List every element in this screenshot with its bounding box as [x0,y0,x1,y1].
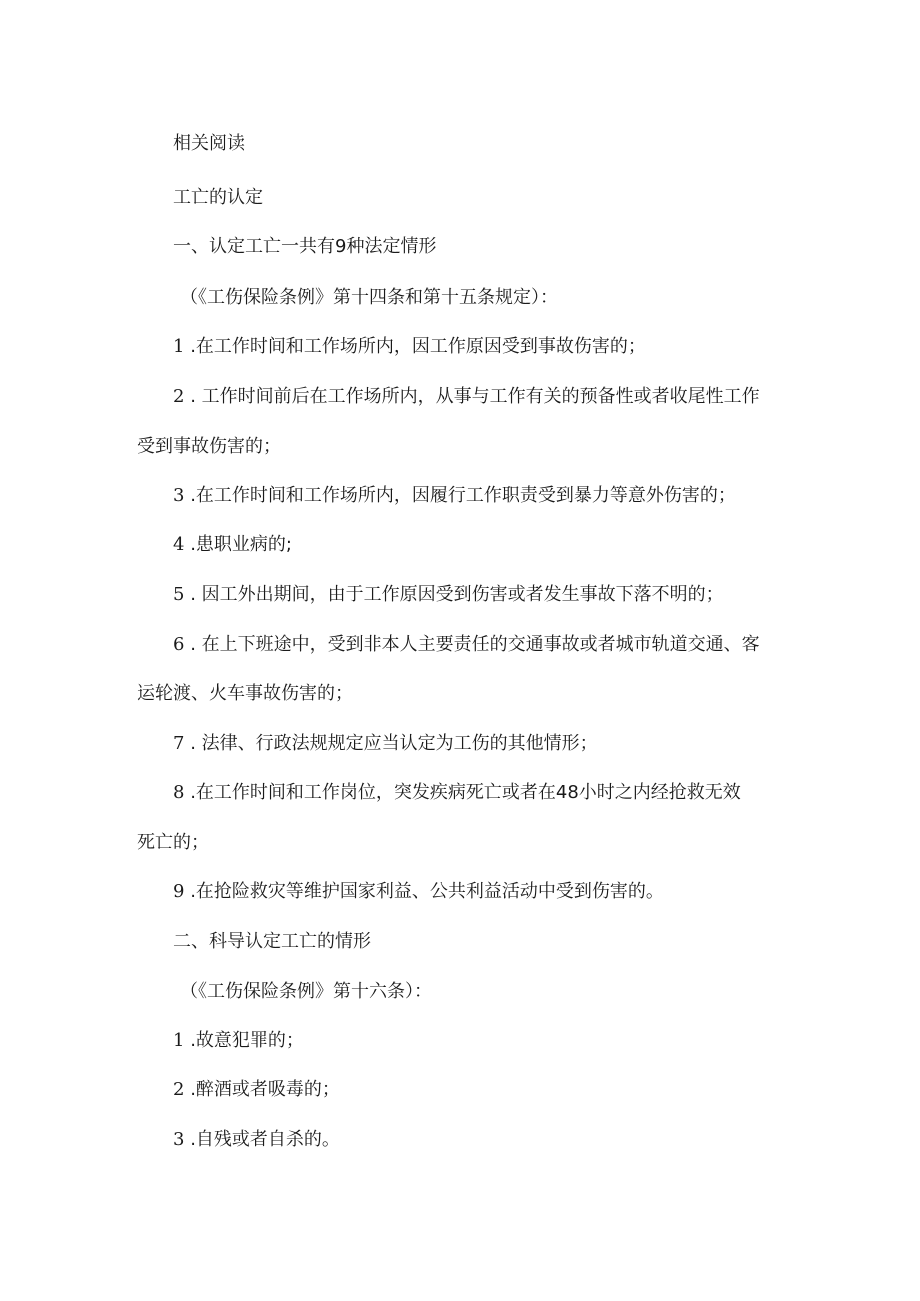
list-item-text: .患职业病的; [190,534,292,555]
section2-title: 二、科导认定工亡的情形 [173,931,371,952]
list-item-number: 1 [173,1030,185,1051]
list-item-continuation: 死亡的； [137,832,209,853]
list-item-text: .在工作时间和工作场所内，因工作原因受到事故伤害的； [190,336,646,357]
list-item-text: .在抢险救灾等维护国家利益、公共利益活动中受到伤害的。 [190,881,664,902]
list-item [173,484,736,508]
list-item [173,1029,304,1053]
list-item-text: . 法律、行政法规规定应当认定为工伤的其他情形； [190,733,598,754]
list-item-text: . 工作时间前后在工作场所内，从事与工作有关的预备性或者收尾性工作 [190,386,760,407]
section2-source: （《工伤保险条例》第十六条）： [180,981,432,1002]
list-item [173,633,760,657]
list-item [173,583,724,607]
list-item [173,533,292,557]
section1-source: （《工伤保险条例》第十四条和第十五条规定）： [180,287,558,308]
list-item-continuation: 受到事故伤害的； [137,436,281,457]
list-item [173,732,598,756]
list-item-number: 5 [173,584,185,605]
list-item-number: 7 [173,733,185,754]
list-item-text: . 因工外出期间，由于工作原因受到伤害或者发生事故下落不明的； [190,584,724,605]
list-item-continuation: 运轮渡、火车事故伤害的； [137,683,353,704]
list-item-text: .自残或者自杀的。 [190,1129,340,1150]
related-reading-heading: 相关阅读 [173,133,245,154]
list-item-number: 2 [173,1079,185,1100]
list-item-number: 3 [173,1129,185,1150]
list-item-text: . 在上下班途中，受到非本人主要责任的交通事故或者城市轨道交通、客 [190,634,760,655]
list-item [173,781,741,805]
list-item-number: 6 [173,634,185,655]
list-item-number: 3 [173,485,185,506]
section1-title: 一、认定工亡一共有9种法定情形 [173,236,437,257]
list-item [173,1128,340,1152]
list-item-text: .在工作时间和工作场所内，因履行工作职责受到暴力等意外伤害的； [190,485,736,506]
list-item-number: 1 [173,336,185,357]
list-item-number: 4 [173,534,185,555]
page-title: 工亡的认定 [173,187,263,208]
list-item-number: 8 [173,782,185,803]
list-item-text: .故意犯罪的； [190,1030,304,1051]
list-item-text: .醉酒或者吸毒的； [190,1079,340,1100]
list-item [173,1078,340,1102]
list-item [173,335,646,359]
list-item-text: .在工作时间和工作岗位，突发疾病死亡或者在48小时之内经抢救无效 [190,782,741,803]
list-item [173,385,760,409]
list-item-number: 9 [173,881,185,902]
list-item-number: 2 [173,386,185,407]
list-item [173,880,664,904]
